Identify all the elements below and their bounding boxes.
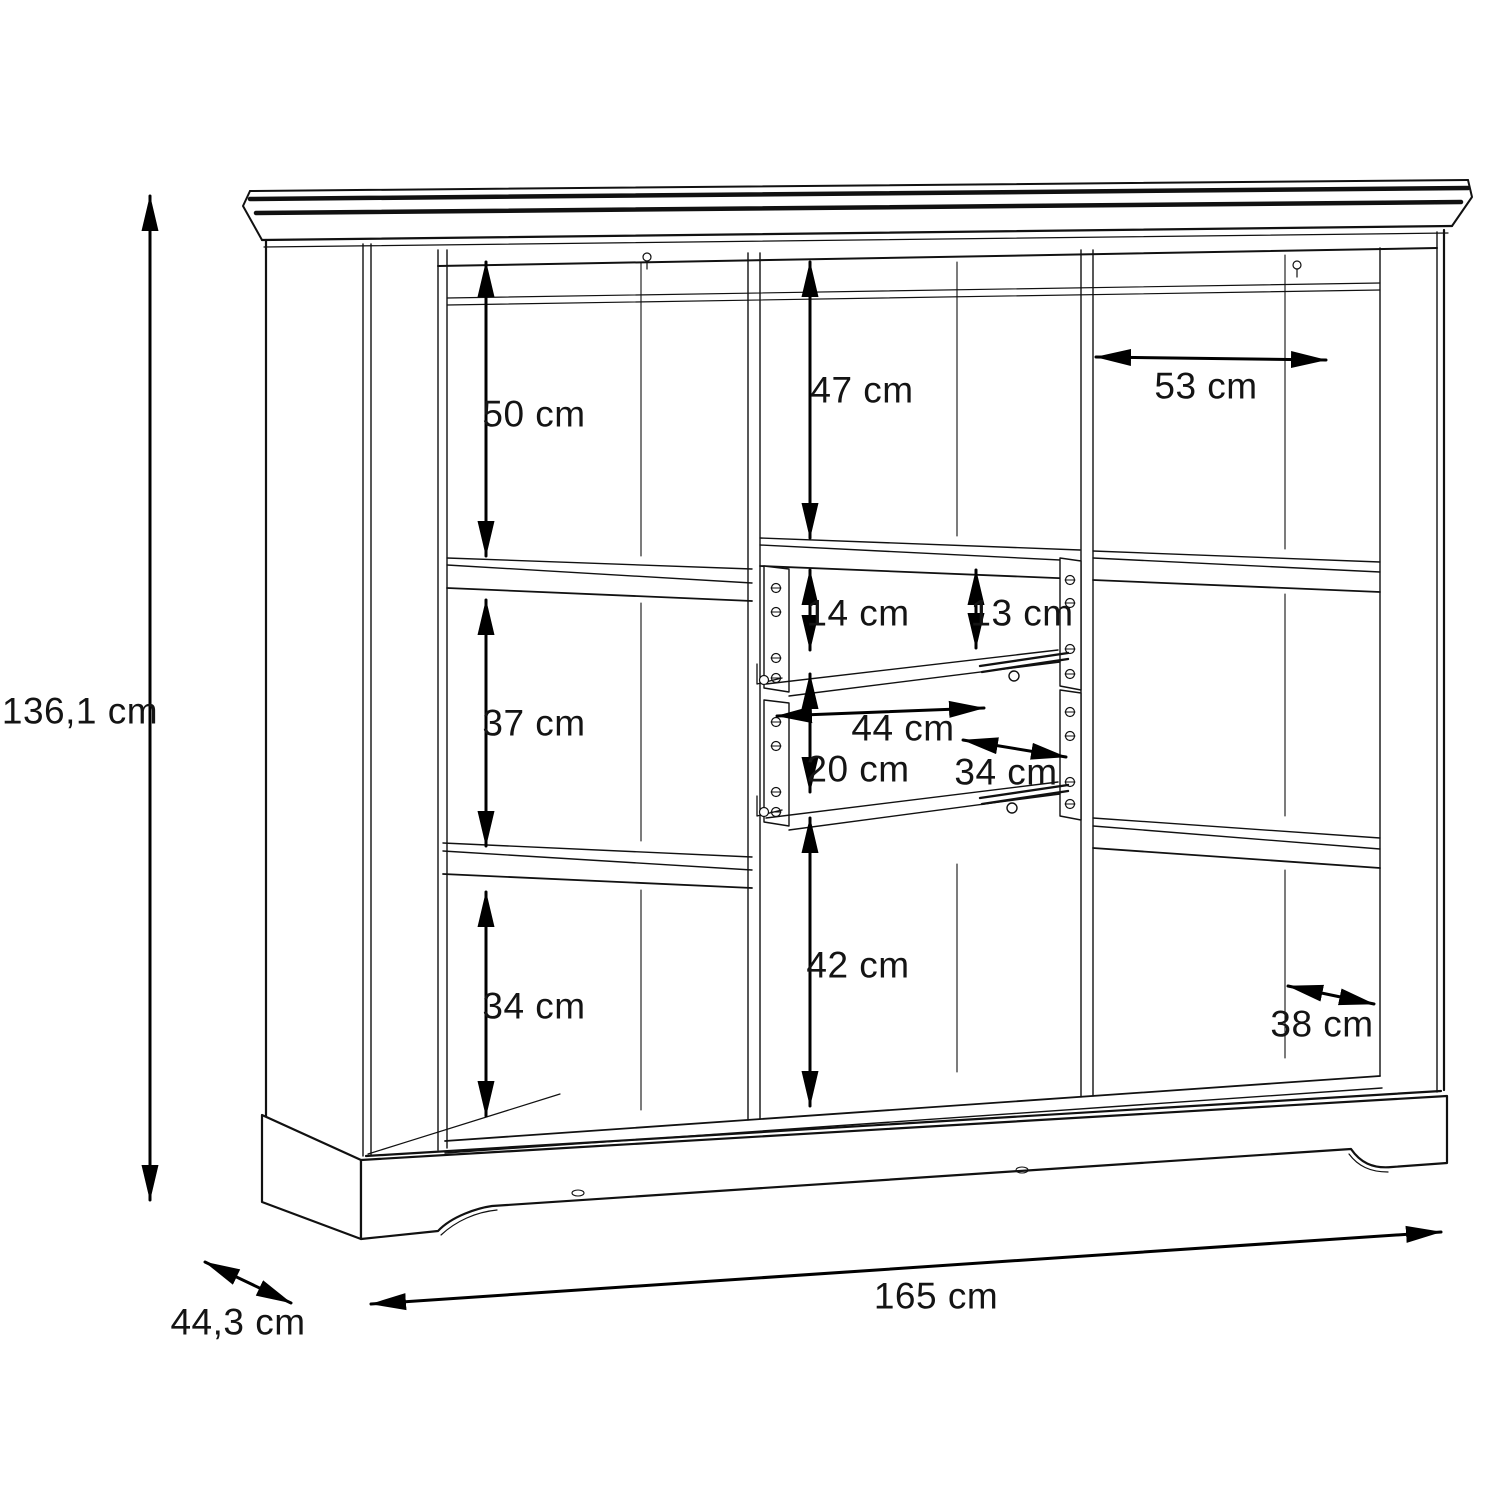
dim-label-center-top: 47 cm: [810, 369, 914, 411]
dim-label-overall-width: 165 cm: [873, 1275, 999, 1317]
dim-label-left-middle: 37 cm: [482, 702, 586, 744]
dim-label-drawer-width: 44 cm: [851, 707, 955, 749]
interior-top-panel: [438, 248, 1437, 305]
dim-label-drawer-depth: 34 cm: [954, 751, 1058, 793]
dim-label-left-bottom: 34 cm: [482, 985, 586, 1027]
dim-label-upper-drawer-inner: 13 cm: [970, 592, 1074, 634]
dim-label-upper-drawer-height: 14 cm: [806, 592, 910, 634]
cam-screw-icon: [1293, 261, 1301, 277]
dim-label-right-width: 53 cm: [1154, 365, 1258, 407]
left-column-shelves: [443, 262, 752, 1110]
dim-label-center-bottom: 42 cm: [806, 944, 910, 986]
dim-label-overall-height: 136,1 cm: [1, 690, 159, 732]
plinth: [262, 1096, 1447, 1239]
dim-label-overall-depth: 44,3 cm: [170, 1301, 306, 1343]
arrow-right-width-53: [1096, 357, 1326, 360]
dim-label-left-top: 50 cm: [482, 393, 586, 435]
arrow-overall-depth-44-3: [205, 1262, 291, 1303]
cornice: [243, 180, 1472, 247]
arrow-right-depth-38: [1288, 986, 1374, 1004]
cam-screw-icon: [643, 253, 651, 269]
dim-label-right-depth: 38 cm: [1270, 1003, 1374, 1045]
dim-label-lower-drawer-height: 20 cm: [806, 748, 910, 790]
